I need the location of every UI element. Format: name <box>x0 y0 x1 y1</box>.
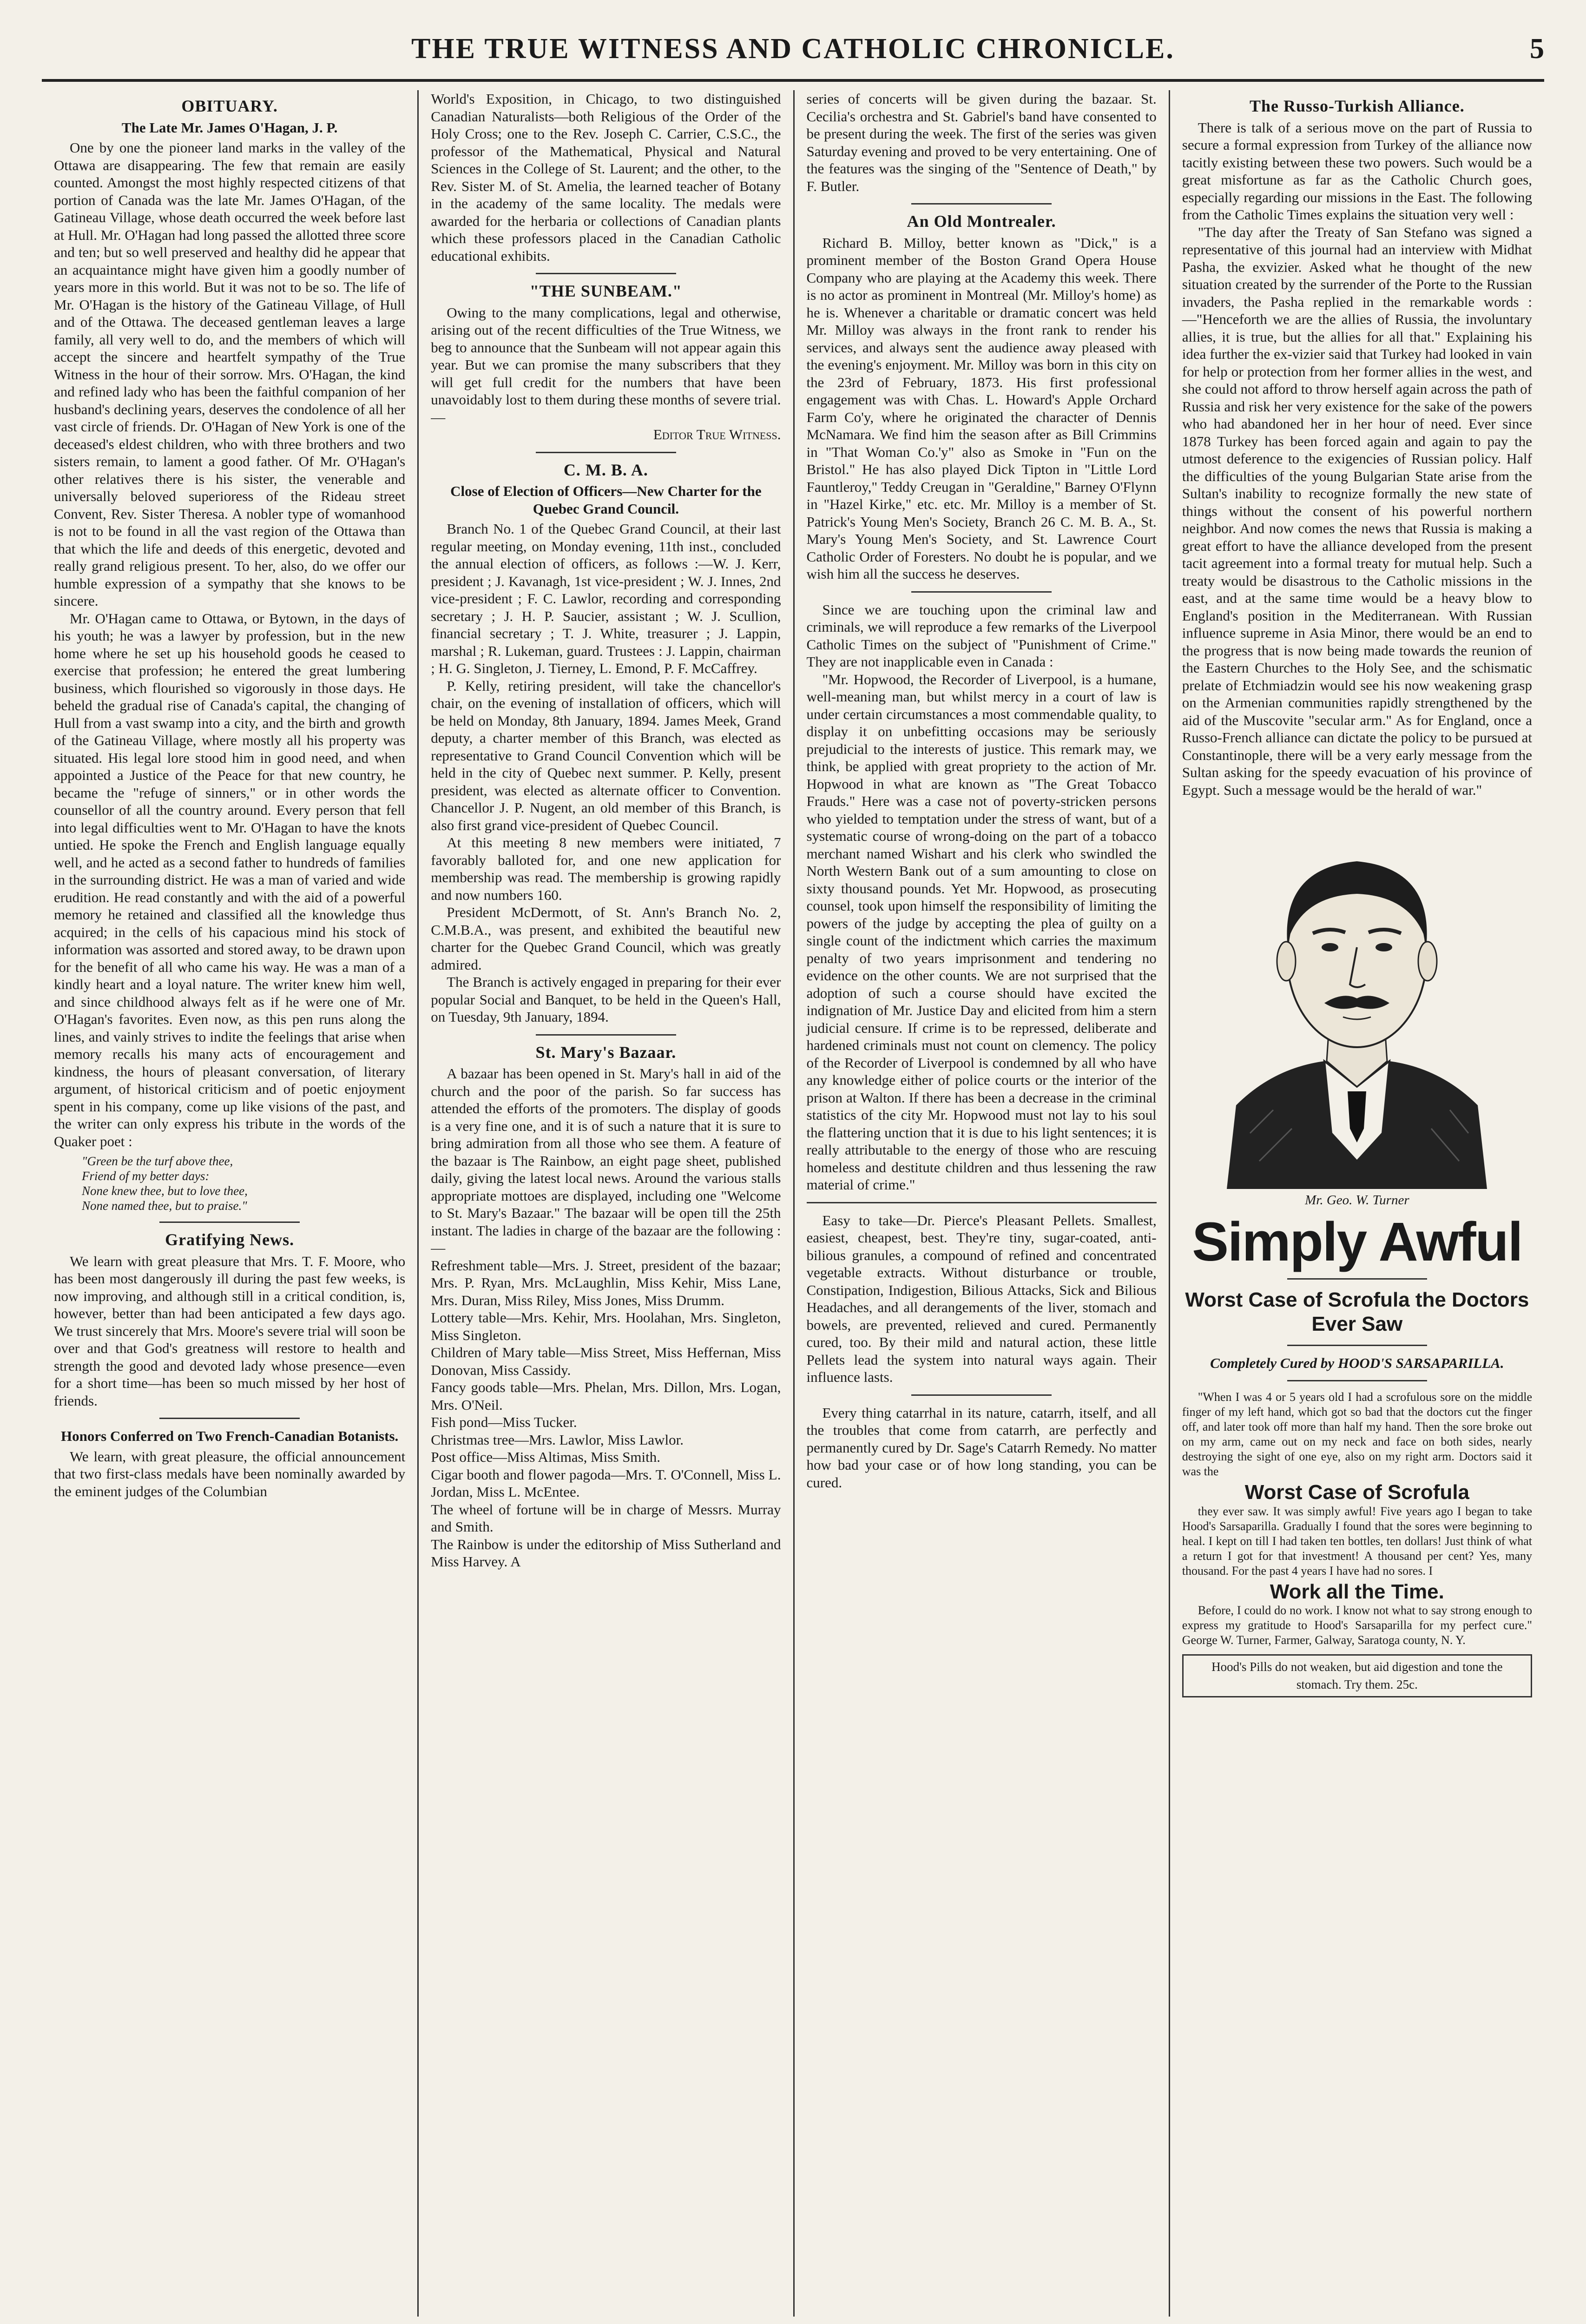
honors-heading: Honors Conferred on Two French-Canadian Botanists. <box>60 1428 399 1444</box>
sunbeam-signature: Editor True Witness. <box>653 426 781 442</box>
divider <box>911 591 1051 593</box>
ad-mid-heading: Worst Case of Scrofula <box>1244 1481 1470 1504</box>
portrait-caption: Mr. Geo. W. Turner <box>1305 1193 1409 1208</box>
cmba-paragraph: The Branch is actively engaged in preparing for their ever popular Social and Banquet, to be held in the Queen's Hall, on Tuesday, 9th January, 1894. <box>431 974 781 1025</box>
catarrh-remedy-ad: Every thing catarrhal in its nature, catarrh, itself, and all the troubles that come from catarrh, are perfectly and permanently cured by Dr. Sage's Catarrh Remedy. No matter how bad your case or of how long standing, you can be cured. <box>806 1404 1157 1491</box>
newspaper-title: THE TRUE WITNESS AND CATHOLIC CHRONICLE. <box>411 33 1175 65</box>
honors-text: We learn, with great pleasure, the official announcement that two first-class medals have been nominally awarded by the eminent judges of the Columbian <box>54 1448 406 1499</box>
cmba-subheading: Close of Election of Officers—New Charter for the Quebec Grand Council. <box>450 483 762 517</box>
divider <box>1287 1380 1427 1381</box>
divider <box>536 452 676 453</box>
ad-subheadline: Worst Case of Scrofula the Doctors Ever Saw <box>1185 1288 1529 1335</box>
list-item: Fish pond—Miss Tucker. <box>431 1414 577 1430</box>
poem-line: "Green be the turf above thee, <box>82 1154 233 1168</box>
alliance-paragraph: "The day after the Treaty of San Stefano was signed a representative of this journal had an interview with Midhat Pasha, the exvizier. Asked what he thought of the new situation created by the surrender of the Porte to the Russian invaders, the Pasha replied in the remarkable words :—"Henceforth we are the allies of Russia, the involuntary allies, it is true, but the allies for all that." Explaining his idea further the ex-vizier said that Turkey had looked in vain for help or protection from her former allies in the west, and she could not afford to throw herself again across the path of Russia and risk her very existence for the sake of the powers who had abandoned her in her hour of need. Ever since 1878 Turkey has been forced again and again to pay the utmost deference to the exigencies of Russian policy. Half the difficulties of the young Bulgarian State arise from the Sultan's inability to recognize formally the new state of things without the consent of his powerful northern neighbor. And now comes the news that Russia is making a great effort to have the alliance developed from the present tacit agreement into a formal treaty for mutual help. Such a treaty would be disastrous to the Catholic missions in the east, and at the same time would be a heavy blow to England's position in the Mediterranean. With Russian influence supreme in Asia Minor, there would be an end to the progress that is now being made towards the reunion of the Eastern Churches to the Holy See, and the schismatic prelate of Etchmiadzin would see his now weakening grasp on the Armenian communities rapidly strengthened by the aid of the Muscovite "secular arm." As for England, once a Russo-French alliance can dictate the policy to be pursued at Constantinople, there will be a very early message from the Sultan asking for the speedy evacuation of his province of Egypt. Such a message would be the herald of war." <box>1182 224 1532 798</box>
list-item: Fancy goods table—Mrs. Phelan, Mrs. Dillon, Mrs. Logan, Mrs. O'Neil. <box>431 1379 781 1413</box>
list-item: The wheel of fortune will be in charge of Messrs. Murray and Smith. <box>431 1501 781 1535</box>
gratifying-news-heading: Gratifying News. <box>165 1230 295 1249</box>
bazaar-heading: St. Mary's Bazaar. <box>535 1043 677 1062</box>
alliance-paragraph: There is talk of a serious move on the part of Russia to secure a formal expression from Turkey of the alliance now tacitly existing between these two powers. Such would be a great misfortune as far as the Catholic Church goes, especially regarding our missions in the East. The following from the Catholic Times explains the situation very well : <box>1182 119 1532 223</box>
list-item: Children of Mary table—Miss Street, Miss Heffernan, Miss Donovan, Miss Cassidy. <box>431 1344 781 1378</box>
obituary-paragraph-1: One by one the pioneer land marks in the valley of the Ottawa are disappearing. The few that remain are easily counted. Amongst the most highly respected citizens of that portion of Canada was the late Mr. James O'Hagan, of the Gatineau Village, whose death occurred the week before last at Hull. Mr. O'Hagan had long passed the allotted three score and ten; but so well preserved and healthy did he appear that an acquaintance might have given him a goodly number of years more in this world. But it was not to be so. The life of Mr. O'Hagan is the history of the Gatineau Village, of Hull and of the Ottawa. The deceased gentleman leaves a large family, all very well to do, and the members of which will accept the sincere and heartfelt sympathy of the True Witness in the hour of their sorrow. Mrs. O'Hagan, the kind and refined lady who has been the faithful companion of her husband's declining years, deserves the condolence of all her vast circle of friends. Dr. O'Hagan of New York is one of the deceased's eldest children, who with three brothers and two sisters remain, to lament a good father. Of Mr. O'Hagan's other relatives there is his sister, the venerable and universally beloved superioress of the Rideau street Convent, Rev. Sister Theresa. A nobler type of womanhood is not to be found in all the vast region of the Ottawa than that which the life and deeds of this energetic, devoted and really grand religious present. To her, also, do we offer our humble expression of a sympathy that she knows to be sincere. <box>54 139 406 609</box>
list-item: Christmas tree—Mrs. Lawlor, Miss Lawlor. <box>431 1431 684 1448</box>
divider <box>911 1394 1051 1396</box>
alliance-heading: The Russo-Turkish Alliance. <box>1249 97 1465 115</box>
list-item: Lottery table—Mrs. Kehir, Mrs. Hoolahan, Mrs. Singleton, Miss Singleton. <box>431 1309 781 1343</box>
ad-testimonial: they ever saw. It was simply awful! Five years ago I began to take Hood's Sarsaparilla. Gradually I found that the sores were beginning to heal. I kept on till I had taken ten bottles, ten dollars! Just think of what a return I got for that investment! A thousand per cent? Yes, many thousand. For the past 4 years I have had no sores. I <box>1182 1504 1532 1578</box>
list-item: Post office—Miss Altimas, Miss Smith. <box>431 1449 661 1465</box>
cmba-paragraph: President McDermott, of St. Ann's Branch No. 2, C.M.B.A., was present, and exhibited the beautiful new charter for the Quebec Grand Council, which was greatly admired. <box>431 904 781 973</box>
column-3 <box>793 90 1169 2317</box>
divider <box>159 1221 300 1223</box>
divider <box>536 273 676 274</box>
divider <box>1287 1278 1427 1280</box>
poem-line: Friend of my better days: <box>82 1169 210 1183</box>
ad-cured-by: Completely Cured by HOOD'S SARSAPARILLA. <box>1210 1354 1504 1371</box>
cmba-paragraph: At this meeting 8 new members were initiated, 7 favorably balloted for, and one new application for membership was read. The membership is growing rapidly and now numbers 160. <box>431 834 781 903</box>
gratifying-news-text: We learn with great pleasure that Mrs. T. F. Moore, who has been most dangerously ill during the past few weeks, is now improving, and although still in a critical condition, is, however, better than had been anticipated a few days ago. We trust sincerely that Mrs. Moore's severe trial will soon be over and that God's greatness will restore to health and strength the good and devoted lady whose presence—even for a short time—has been so much missed by her host of friends. <box>54 1253 406 1409</box>
list-item: Cigar booth and flower pagoda—Mrs. T. O'Connell, Miss L. Jordan, Miss L. McEntee. <box>431 1466 781 1500</box>
portrait-engraving <box>1208 808 1506 1189</box>
montrealer-text: Richard B. Milloy, better known as "Dick," is a prominent member of the Boston Grand Opera House Company who are playing at the Academy this week. There is no actor as prominent in Montreal (Mr. Milloy's home) as he is. Whenever a charitable or dramatic concert was held Mr. Milloy was always in the front rank to render his services, and always sent the audience away pleased with the evening's enjoyment. Mr. Milloy was born in this city on the 23rd of February, 1873. His first professional engagement was with Chas. L. Howard's Apple Orchard Farm Co'y, where he originated the character of Dennis McNamara. We find him the season after as Bill Crimmins in "That Woman Co.'y" also as Smoke in "Fun on the Bristol." He has also played Dick Tipton in "Little Lord Fauntleroy," Teddy Creugan in "Geraldine," Barney O'Flynn in "Hazel Kirke," etc. etc. Mr. Milloy is a member of St. Patrick's Young Men's Society, Branch 26 C. M. B. A., St. Mary's Young Men's Society, and St. Lawrence Court Catholic Order of Foresters. No doubt he is popular, and we wish him all the success he deserves. <box>806 234 1157 582</box>
poem-line: None knew thee, but to love thee, <box>82 1184 248 1198</box>
bazaar-text: A bazaar has been opened in St. Mary's hall in aid of the church and the poor of the parish. So far success has attended the efforts of the promoters. The display of goods is a very fine one, and it is of such a nature that it is sure to bring admiration from all those who see them. A feature of the bazaar is The Rainbow, an eight page sheet, published daily, giving the latest local news. Around the various stalls appropriate mottoes are displayed, including one "Welcome to St. Mary's Bazaar." The bazaar will be open till the 25th instant. The ladies in charge of the bazaar are the following :— <box>431 1065 781 1256</box>
cmba-paragraph: Branch No. 1 of the Quebec Grand Council, at their last regular meeting, on Monday evening, 11th inst., concluded the annual election of officers, as follows :—W. J. Kerr, president ; J. Kavanagh, 1st vice-president ; W. J. Innes, 2nd vice-president ; F. C. Lawlor, recording and corresponding secretary ; J. H. P. Saucier, assistant ; W. J. Scullion, financial secretary ; T. J. White, treasurer ; J. Lappin, marshal ; R. Lukeman, guard. Trustees : J. Lappin, chairman ; H. G. Singleton, J. Tierney, L. Emond, P. F. McCaffrey. <box>431 521 781 676</box>
cmba-paragraph: P. Kelly, retiring president, will take the chancellor's chair, on the evening of installation of officers, which will be held on Monday, 8th January, 1894. James Meek, Grand deputy, a charter member of this Branch, was elected as representative to Grand Council Convention which will be held in the city of Quebec next summer. P. Kelly, present president, was elected as alternate officer to Convention. Chancellor J. P. Nugent, an old member of this Branch, is also first grand vice-president of Quebec Council. <box>431 677 781 833</box>
montrealer-heading: An Old Montrealer. <box>907 212 1056 231</box>
divider <box>911 203 1051 205</box>
divider <box>536 1034 676 1036</box>
page-number: 5 <box>1530 33 1544 65</box>
divider <box>159 1418 300 1419</box>
column-1 <box>42 90 417 2317</box>
list-item: Refreshment table—Mrs. J. Street, president of the bazaar; Mrs. P. Ryan, Mrs. McLaughlin, Miss Kehir, Miss Lane, Mrs. Duran, Miss Riley, Miss Jones, Miss Drumm. <box>431 1257 781 1308</box>
cmba-heading: C. M. B. A. <box>563 460 648 479</box>
hoods-pills-footer: Hood's Pills do not weaken, but aid digestion and tone the stomach. Try them. 25c. <box>1182 1654 1532 1697</box>
obituary-paragraph-2: Mr. O'Hagan came to Ottawa, or Bytown, in the days of his youth; he was a lawyer by profession, but in the new home where he set up his household goods he ceased to exercise that profession; he entered the great lumbering business, which flourished so vigorously in those days. He beheld the gradual rise of Canada's capital, the changing of Hull from a vast swamp into a city, and the birth and growth of the Gatineau Village, where mostly all his property was situated. His legal lore stood him in good need, and when appointed a Justice of the Peace for that new country, he became the "refuge of sinners," or in other words the counsellor of all the country around. Every person that fell into legal difficulties went to Mr. O'Hagan to have the knots untied. He spoke the French and English language equally well, and he acted as a second father to hundreds of families in the surrounding district. He was a man of varied and wide erudition. He read constantly and with the aid of a powerful memory he retained and classified all the knowledge thus acquired; in the cells of his capacious mind his stock of information was assorted and stored away, to be drawn upon for the benefit of all who came his way. He was a man of a kindly heart and a loyal nature. The writer knew him well, and since childhood always felt as if he were one of Mr. O'Hagan's favorites. Even now, as this pen runs along the lines, and vainly strives to indite the feelings that arise when memory recalls his many acts of encouragement and kindness, the hours of pleasant conversation, of literary argument, of historical criticism and of poetic enjoyment spent in his company, come up like visions of the past, and the writer can only express his tribute in the words of the Quaker poet : <box>54 610 406 1149</box>
poem-line: None named thee, but to praise." <box>82 1199 247 1213</box>
list-item: The Rainbow is under the editorship of Miss Sutherland and Miss Harvey. A <box>431 1536 781 1570</box>
columns <box>42 90 1544 2317</box>
honors-continued: World's Exposition, in Chicago, to two distinguished Canadian Naturalists—both Religious of the Order of the Holy Cross; one to the Rev. Joseph C. Carrier, C.S.C., the professor of the Mathematical, Physical and Natural Sciences in the College of St. Laurent; and the other, to the Rev. Sister M. of St. Amelia, the learned teacher of Botany in the academy of the same locality. The medals were awarded for the herbaria or collections of Canadian plants which these professors placed in the Canadian Catholic educational exhibits. <box>431 91 781 264</box>
masthead <box>42 19 1544 82</box>
obituary-subheading: The Late Mr. James O'Hagan, J. P. <box>121 119 338 136</box>
ad-testimonial: Before, I could do no work. I know not what to say strong enough to express my gratitude to Hood's Sarsaparilla for my perfect cure." George W. Turner, Farmer, Galway, Saratoga county, N. Y. <box>1182 1604 1532 1647</box>
turner-portrait <box>1208 808 1506 1189</box>
obituary-heading: OBITUARY. <box>181 97 278 115</box>
sunbeam-heading: "THE SUNBEAM." <box>529 282 682 300</box>
sunbeam-text: Owing to the many complications, legal and otherwise, arising out of the recent difficulties of the True Witness, we beg to announce that the Sunbeam will not appear again this year. But we can promise the many subscribers that they will get full credit for the numbers that have been unavoidably lost to them during these months of severe trial.— <box>431 304 781 425</box>
bazaar-list <box>431 1257 781 1571</box>
ad-work-heading: Work all the Time. <box>1270 1580 1444 1603</box>
divider <box>807 1202 1157 1203</box>
column-2 <box>417 90 793 2317</box>
quaker-poem <box>82 1154 405 1213</box>
column-4 <box>1169 90 1544 2317</box>
crime-paragraph: "Mr. Hopwood, the Recorder of Liverpool, is a humane, well-meaning man, but whilst mercy in a court of law is under certain circumstances a most commendable quality, to display it on unbefitting occasions may be seriously prejudicial to the interests of justice. This remark may, we think, be applied with great propriety to the action of Mr. Hopwood in what are known as "The Great Tobacco Frauds." Here was a case not of poverty-stricken persons who yielded to temptation under the stress of want, but of a systematic course of wrong-doing on the part of a tobacco merchant named Wishart and his clerk who swindled the North Western Bank out of a sum amounting to close on sixty thousand pounds. Yet Mr. Hopwood, as prosecuting counsel, took upon himself the responsibility of limiting the powers of the judge by accepting the plea of guilty on a single count of the indictment which carries the maximum penalty of two years imprisonment and tendering no evidence on the other counts. We are not surprised that the adoption of such a course should have excited the indignation of Mr. Justice Day and elicited from him a stern judicial censure. If crime is to be repressed, deliberate and hardened criminals must not count on clemency. The policy of the Recorder of Liverpool is condemned by all who have any knowledge either of police courts or the interior of the prison at Walton. If there has been a decrease in the criminal statistics of the city Mr. Hopwood must not lay to his soul the flattering unction that it is due to his light sentences; it is really attributable to the energy of those who are rescuing homeless and destitute children and thus lessening the raw material of crime." <box>806 671 1157 1193</box>
crime-paragraph: Since we are touching upon the criminal law and criminals, we will reproduce a few remarks of the Liverpool Catholic Times on the subject of "Punishment of Crime." They are not inapplicable even in Canada : <box>806 601 1157 670</box>
ad-headline: Simply Awful <box>1192 1211 1522 1273</box>
divider <box>1287 1345 1427 1346</box>
ad-testimonial: "When I was 4 or 5 years old I had a scrofulous sore on the middle finger of my left hand, which got so bad that the doctors cut the finger off, and later took off more than half my hand. Then the sore broke out on my arm, came out on my neck and face on both sides, nearly destroying the sight of one eye, also on my right arm. Doctors said it was the <box>1182 1390 1532 1478</box>
pierce-pellets-ad: Easy to take—Dr. Pierce's Pleasant Pellets. Smallest, easiest, cheapest, best. They're tiny, sugar-coated, anti-bilious granules, a compound of refined and concentrated vegetable extracts. Without disturbance or trouble, Constipation, Indigestion, Bilious Attacks, Sick and Bilious Headaches, and all derangements of the liver, stomach and bowels, are prevented, relieved and cured. Permanently cured, too. By their mild and natural action, these little Pellets lead the system into natural ways again. Their influence lasts. <box>806 1212 1157 1385</box>
bazaar-continued: series of concerts will be given during the bazaar. St. Cecilia's orchestra and St. Gabriel's band have consented to be present during the week. The first of the series was given Saturday evening and proved to be very entertaining. One of the features was the singing of the "Sentence of Death," by F. Butler. <box>806 91 1157 194</box>
